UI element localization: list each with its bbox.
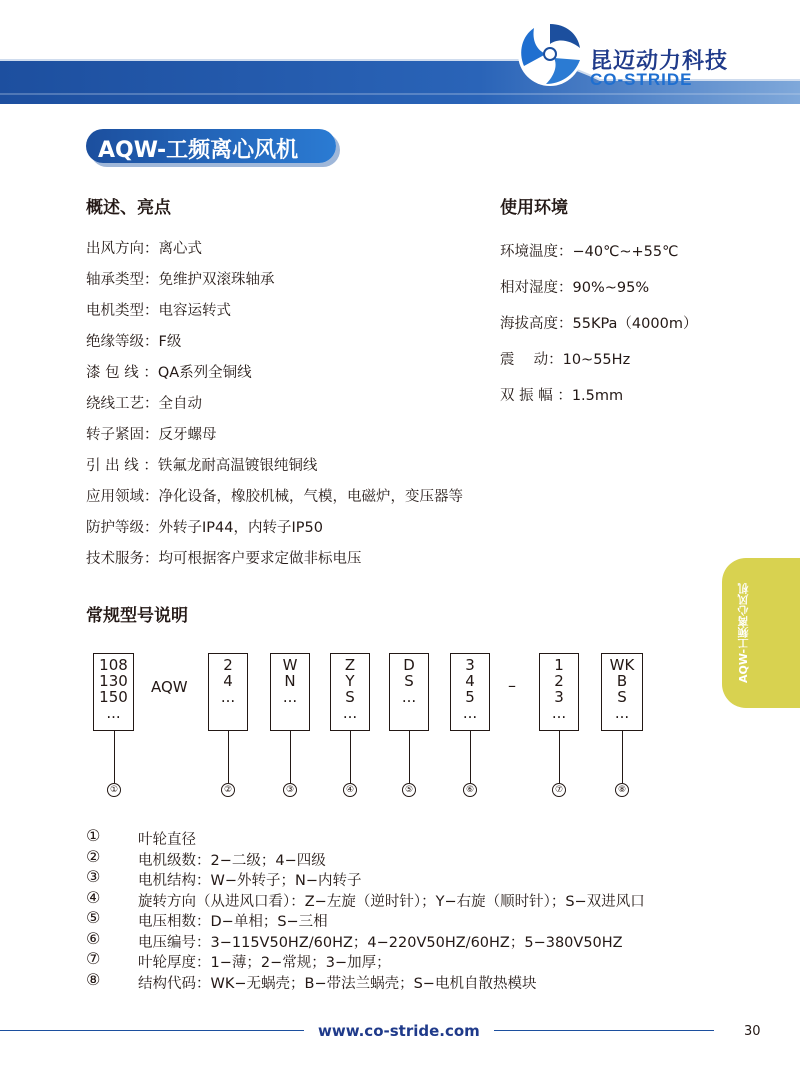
- model-code-box: [330, 653, 370, 731]
- page-number: 30: [744, 1024, 761, 1039]
- overview-row-value: 离心式: [158, 241, 202, 257]
- overview-row: [86, 364, 252, 382]
- overview-row-value: QA系列全铜线: [157, 365, 252, 381]
- company-name-cn: 昆迈动力科技: [590, 49, 729, 74]
- model-code-box: [93, 653, 134, 731]
- model-heading: 常规型号说明: [86, 606, 188, 626]
- overview-row-value: 电容运转式: [158, 303, 231, 319]
- model-connector-line: [350, 731, 351, 783]
- model-code-option: Y: [345, 672, 355, 690]
- model-code-option: ...: [220, 688, 236, 706]
- legend-number: ⑦: [86, 949, 101, 968]
- overview-row-value: 均可根据客户要求定做非标电压: [158, 551, 362, 567]
- model-code-option: 108: [99, 656, 128, 674]
- overview-row-value: F级: [158, 334, 182, 350]
- model-code-option: ...: [401, 688, 417, 706]
- environment-row: [500, 312, 697, 333]
- legend-number: ④: [86, 887, 101, 907]
- environment-row-value: 10~55Hz: [562, 352, 631, 368]
- legend-text: 电压编号：3−115V50HZ/60HZ；4−220V50HZ/60HZ；5−380V50HZ: [138, 934, 623, 951]
- overview-row-key: 应用领域：: [86, 489, 159, 505]
- model-connector-line: [559, 731, 560, 783]
- model-code-option: ...: [282, 688, 298, 706]
- legend-number: ③: [86, 867, 101, 886]
- overview-row-value: 免维护双滚珠轴承: [158, 272, 275, 288]
- model-marker: ②: [221, 783, 235, 797]
- model-code-option: 1: [554, 656, 564, 674]
- model-code-box: [270, 653, 310, 731]
- model-code-option: ...: [106, 704, 121, 722]
- model-code-option: 130: [99, 672, 128, 690]
- model-code-option: W: [282, 656, 298, 674]
- overview-row-key: 引 出 线 ：: [86, 458, 158, 474]
- model-connector-line: [470, 731, 471, 783]
- model-connector-line: [114, 731, 115, 783]
- legend-number: ⑥: [86, 928, 101, 948]
- overview-row-key: 电机类型：: [86, 303, 159, 319]
- legend-text: 电压相数：D−单相；S−三相: [138, 914, 328, 930]
- model-code-option: D: [403, 656, 415, 674]
- environment-row-key: 相对湿度：: [500, 280, 573, 296]
- legend-text: 旋转方向（从进风口看）：Z−左旋（逆时针）；Y−右旋（顺时针）；S−双进风口: [138, 893, 645, 910]
- overview-row-key: 防护等级：: [86, 520, 159, 536]
- legend-number: ①: [86, 826, 101, 845]
- model-code-box: [450, 653, 490, 731]
- overview-row: [86, 488, 463, 506]
- legend-number: ⑧: [86, 969, 101, 989]
- overview-row: [86, 550, 362, 568]
- overview-row-value: 全自动: [158, 396, 202, 412]
- legend-number: ⑤: [86, 908, 101, 927]
- overview-row-key: 漆 包 线 ：: [86, 365, 158, 381]
- overview-row: [86, 271, 275, 289]
- model-code-option: 3: [554, 688, 564, 706]
- side-tab-label: AQW-工频离心风机: [737, 582, 750, 684]
- model-code-option: 5: [465, 688, 475, 706]
- environment-row-value: 1.5mm: [571, 388, 624, 404]
- overview-row-key: 轴承类型：: [86, 272, 159, 288]
- legend-text: 叶轮直径: [138, 832, 196, 848]
- environment-row: [500, 384, 623, 405]
- overview-row-key: 绝缘等级：: [86, 334, 159, 350]
- environment-row-key: 双 振 幅 ：: [500, 388, 572, 404]
- environment-row-value: 55KPa（4000m）: [572, 316, 698, 332]
- model-marker: ④: [343, 783, 357, 797]
- model-code-option: 2: [554, 672, 564, 690]
- overview-row: [86, 426, 217, 444]
- environment-row-value: 90%~95%: [572, 280, 650, 296]
- model-marker: ③: [283, 783, 297, 797]
- model-code-option: ...: [551, 704, 567, 722]
- environment-row-value: −40℃~+55℃: [572, 244, 679, 260]
- company-name-en: CO-STRIDE: [590, 70, 693, 89]
- legend-text: 叶轮厚度：1−薄；2−常规；3−加厚；: [138, 955, 391, 971]
- environment-row-key: 海拔高度：: [500, 316, 573, 332]
- model-marker: ⑦: [552, 783, 566, 797]
- model-code-box: [601, 653, 643, 731]
- overview-row-key: 技术服务：: [86, 551, 159, 567]
- environment-row: [500, 240, 678, 261]
- model-dash: –: [508, 676, 516, 695]
- overview-row-key: 转子紧固：: [86, 427, 159, 443]
- page-title: AQW-工频离心风机: [98, 138, 299, 163]
- model-marker: ①: [107, 783, 121, 797]
- environment-row: [500, 276, 649, 297]
- footer-divider-left: [0, 1030, 304, 1031]
- model-code-option: WK: [609, 656, 635, 674]
- overview-row: [86, 240, 202, 258]
- model-code-option: Z: [344, 656, 356, 674]
- environment-row: [500, 348, 630, 369]
- model-code-option: ...: [614, 704, 630, 722]
- footer-divider-right: [494, 1030, 714, 1031]
- legend-text: 电机结构：W−外转子；N−内转子: [138, 873, 362, 889]
- overview-row-key: 出风方向：: [86, 241, 159, 257]
- model-code-option: S: [345, 688, 355, 706]
- model-connector-line: [228, 731, 229, 783]
- company-logo-icon: [514, 18, 586, 90]
- model-code-box: [539, 653, 579, 731]
- model-code-option: 4: [465, 672, 475, 690]
- model-code-option: N: [284, 672, 296, 690]
- model-code-option: S: [617, 688, 627, 706]
- environment-row-key: 环境温度：: [500, 244, 573, 260]
- model-code-option: 4: [223, 672, 233, 690]
- model-marker: ⑥: [463, 783, 477, 797]
- legend-text: 电机级数：2−二级；4−四级: [138, 852, 326, 869]
- side-tab: [722, 558, 800, 708]
- overview-row-value: 反牙螺母: [158, 427, 217, 443]
- model-code-option: 3: [465, 656, 475, 674]
- model-code-box: [389, 653, 429, 731]
- environment-row-key: 震 动：: [500, 352, 563, 368]
- model-marker: ⑤: [402, 783, 416, 797]
- model-code-option: ...: [342, 704, 358, 722]
- overview-row-value: 外转子IP44，内转子IP50: [158, 520, 323, 536]
- overview-heading: 概述、亮点: [86, 198, 171, 218]
- overview-row-value: 铁氟龙耐高温镀银纯铜线: [157, 458, 318, 474]
- model-code-option: 150: [99, 688, 128, 706]
- overview-row: [86, 302, 231, 320]
- overview-row-key: 绕线工艺：: [86, 396, 159, 412]
- overview-row: [86, 519, 323, 537]
- model-code-option: ...: [462, 704, 478, 722]
- overview-row: [86, 457, 317, 475]
- model-code-box: [208, 653, 248, 731]
- model-connector-line: [290, 731, 291, 783]
- model-code-option: S: [404, 672, 414, 690]
- model-prefix: AQW: [151, 678, 188, 696]
- legend-text: 结构代码：WK−无蜗壳；B−带法兰蜗壳；S−电机自散热模块: [138, 975, 537, 992]
- legend-number: ②: [86, 846, 101, 866]
- model-connector-line: [622, 731, 623, 783]
- model-code-option: B: [616, 672, 628, 690]
- overview-row: [86, 395, 202, 413]
- model-marker: ⑧: [615, 783, 629, 797]
- environment-heading: 使用环境: [500, 198, 568, 218]
- model-connector-line: [409, 731, 410, 783]
- footer-url-link[interactable]: www.co-stride.com: [318, 1022, 480, 1040]
- model-code-option: 2: [223, 656, 233, 674]
- overview-row: [86, 333, 181, 351]
- overview-row-value: 净化设备，橡胶机械，气模，电磁炉，变压器等: [158, 489, 463, 505]
